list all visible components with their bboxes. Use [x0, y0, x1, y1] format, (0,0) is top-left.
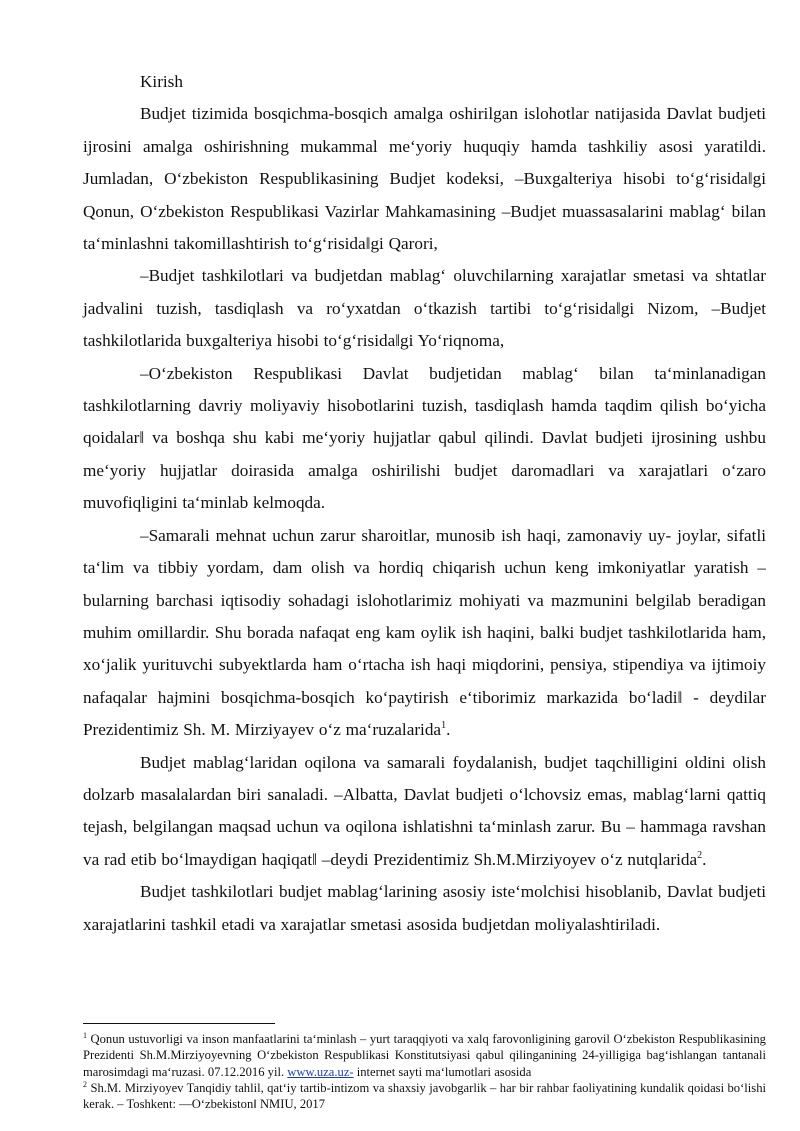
footnote-ref-2[interactable]: 2	[697, 849, 703, 861]
section-heading: Kirish	[140, 72, 183, 91]
paragraph-4-text: –Samarali mehnat uchun zarur sharoitlar, munosib ish haqi, zamonaviy uy- joylar, sifatli ta‘lim va tibbiy yordam, dam olish va hordiq chiqarish uchun keng imkoniyatlar yaratish – bularning barchasi iqtisodiy sohadagi islohotlarimiz mohiyati va mazmunini belgilab beradigan muhim omillardir. Shu borada nafaqat eng kam oylik ish haqini, balki budjet tashkilotlarida ham, xo‘jalik yurituvchi subyektlarda ham o‘rtacha ish haqi miqdorini, pensiya, stipendiya va ijtimoiy nafaqalar hajmini bosqichma-bosqich ko‘paytirish e‘tiborimiz markazida bo‘ladi‖ - deydilar Prezidentimiz Sh. M. Mirziyayev o‘z ma‘ruzalarida	[83, 525, 766, 740]
footnote-1-link[interactable]: www.uza.uz-	[287, 1064, 354, 1079]
paragraph-3: –O‘zbekiston Respublikasi Davlat budjetidan mablag‘ bilan ta‘minlanadigan tashkilotlarning davriy moliyaviy hisobotlarini tuzish, tasdiqlash hamda taqdim qilish bo‘yicha qoidalar‖ va boshqa shu kabi me‘yoriy hujjatlar qabul qilindi. Davlat budjeti ijrosining ushbu me‘yoriy hujjatlar doirasida amalga oshirilishi budjet daromadlari va xarajatlari o‘zaro muvofiqligini ta‘minlab kelmoqda.	[83, 363, 766, 513]
paragraph-5	[83, 747, 766, 877]
footnote-1-text: Qonun ustuvorligi va inson manfaatlarini ta‘minlash – yurt taraqqiyoti va xalq farovonligining garovil O‘zbekiston Respublikasining Prezidenti Sh.M.Mirziyoyevning O‘zbekiston Respublikasi Konstitutsiyasi qabul qilinganining 24-yilligiga bag‘ishlangan tantanali marosimdagi ma‘ruzasi. 07.12.2016 yil.	[83, 1032, 766, 1079]
footnote-1-text-end: internet sayti ma‘lumotlari asosida	[356, 1064, 532, 1079]
paragraph-5-end: .	[702, 849, 707, 869]
footnote-separator	[83, 1023, 275, 1024]
paragraph-4	[83, 520, 766, 747]
footnote-2-text: Sh.M. Mirziyoyev Tanqidiy tahlil, qat‘iy tartib-intizom va shaxsiy javobgarlik – har bir rahbar faoliyatining kundalik qoidasi bo‘lishi kerak. – Toshkent: —O‘zbekiston‖ NMIU, 2017	[83, 1080, 766, 1112]
footnote-2	[83, 1080, 766, 1113]
main-text	[83, 66, 766, 941]
footnote-1-number: 1	[83, 1031, 87, 1040]
footnote-ref-1[interactable]: 1	[441, 720, 447, 732]
footnotes	[83, 1031, 766, 1112]
paragraph-5-text: Budjet mablag‘laridan oqilona va samarali foydalanish, budjet taqchilligini oldini olish dolzarb masalalardan biri sanaladi. –Albatta, Davlat budjeti o‘lchovsiz emas, mablag‘larni qattiq tejash, belgilangan maqsad uchun va oqilona ishlatishni ta‘minlash zarur. Bu – hammaga ravshan va rad etib bo‘lmaydigan haqiqat‖ –deydi Prezidentimiz Sh.M.Mirziyoyev o‘z nutqlarida	[83, 752, 766, 869]
paragraph-1: Budjet tizimida bosqichma-bosqich amalga oshirilgan islohotlar natijasida Davlat budjeti ijrosini amalga oshirishning mukammal me‘yoriy huquqiy hamda tashkiliy asosi yaratildi. Jumladan, O‘zbekiston Respublikasining Budjet kodeksi, –Buxgalteriya hisobi to‘g‘risida‖gi Qonun, O‘zbekiston Respublikasi Vazirlar Mahkamasining –Budjet muassasalarini mablag‘ bilan ta‘minlashni takomillashtirish to‘g‘risida‖gi Qarori,	[83, 104, 766, 254]
footnote-1	[83, 1031, 766, 1080]
paragraph-2: –Budjet tashkilotlari va budjetdan mablag‘ oluvchilarning xarajatlar smetasi va shtatlar jadvalini tuzish, tasdiqlash va ro‘yxatdan o‘tkazish tartibi to‘g‘risida‖gi Nizom, –Budjet tashkilotlarida buxgalteriya hisobi to‘g‘risida‖gi Yo‘riqnoma,	[83, 266, 766, 351]
paragraph-6: Budjet tashkilotlari budjet mablag‘larining asosiy iste‘molchisi hisoblanib, Davlat budjeti xarajatlarini tashkil etadi va xarajatlar smetasi asosida budjetdan moliyalashtiriladi.	[83, 882, 766, 934]
paragraph-4-end: .	[446, 720, 451, 740]
footnote-2-number: 2	[83, 1079, 87, 1089]
